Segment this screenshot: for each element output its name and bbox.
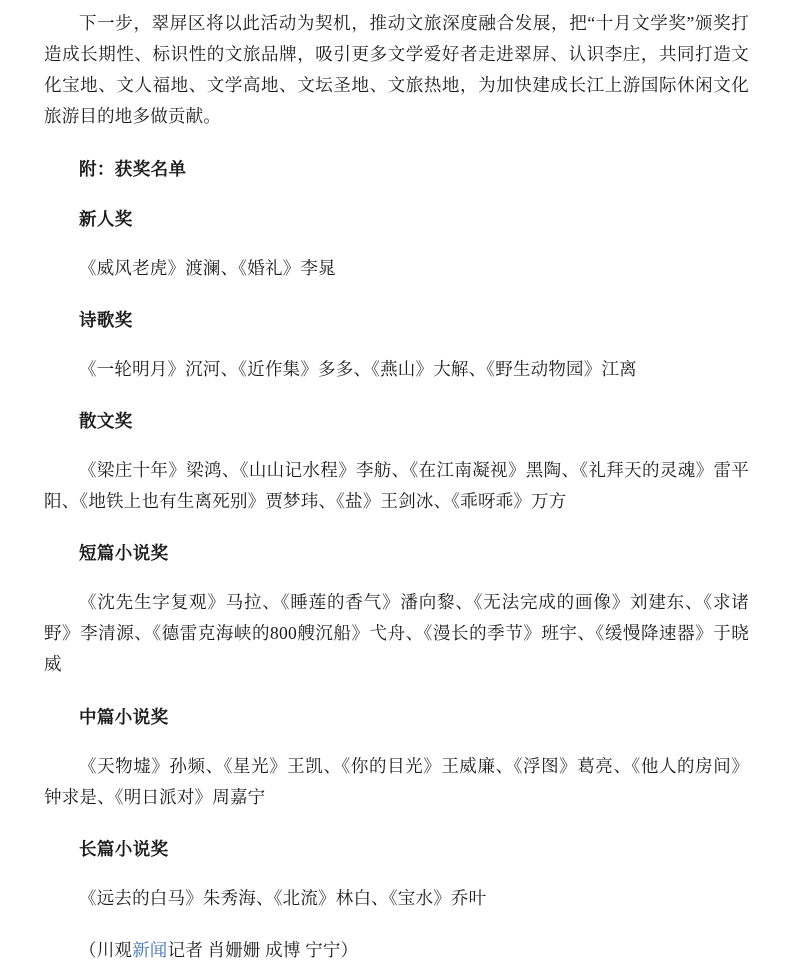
award-category-heading: 新人奖 xyxy=(79,208,133,229)
byline xyxy=(44,936,749,966)
award-winners-list: 《一轮明月》沉河、《近作集》多多、《燕山》大解、《野生动物园》江离 xyxy=(79,358,637,379)
award-winners-list: 《远去的白马》朱秀海、《北流》林白、《宝水》乔叶 xyxy=(79,887,487,908)
closing-paragraph: 下一步，翠屏区将以此活动为契机，推动文旅深度融合发展，把“十月文学奖”颁奖打造成长期性、标识性的文旅品牌，吸引更多文学爱好者走进翠屏、认识李庄，共同打造文化宝地、文人福地、文学高地、文坛圣地、文旅热地，为加快建成长江上游国际休闲文化旅游目的地多做贡献。 xyxy=(44,13,749,127)
byline-source-link[interactable]: 新闻 xyxy=(132,939,168,960)
award-winners-list: 《天物墟》孙频、《星光》王凯、《你的目光》王威廉、《浮图》葛亮、《他人的房间》钟求是、《明日派对》周嘉宁 xyxy=(44,755,749,807)
award-category-heading: 短篇小说奖 xyxy=(79,543,169,564)
appendix-title: 附：获奖名单 xyxy=(79,158,187,179)
award-category-heading: 诗歌奖 xyxy=(79,309,133,330)
byline-prefix: （川观 xyxy=(79,939,133,960)
award-category-heading: 中篇小说奖 xyxy=(79,706,169,727)
award-category-heading: 长篇小说奖 xyxy=(79,838,169,859)
byline-suffix: 记者 肖姗姗 成博 宁宁） xyxy=(167,939,359,960)
award-winners-list: 《梁庄十年》梁鸿、《山山记水程》李舫、《在江南凝视》黑陶、《礼拜天的灵魂》雷平阳、《地铁上也有生离死别》贾梦玮、《盐》王剑冰、《乖呀乖》万方 xyxy=(44,459,749,511)
award-category-heading: 散文奖 xyxy=(79,410,133,431)
award-winners-list: 《沈先生字复观》马拉、《睡莲的香气》潘向黎、《无法完成的画像》刘建东、《求诸野》李清源、《德雷克海峡的800艘沉船》弋舟、《漫长的季节》班宇、《缓慢降速器》于晓威 xyxy=(44,592,749,675)
award-winners-list: 《威风老虎》渡澜、《婚礼》李晁 xyxy=(79,257,336,278)
